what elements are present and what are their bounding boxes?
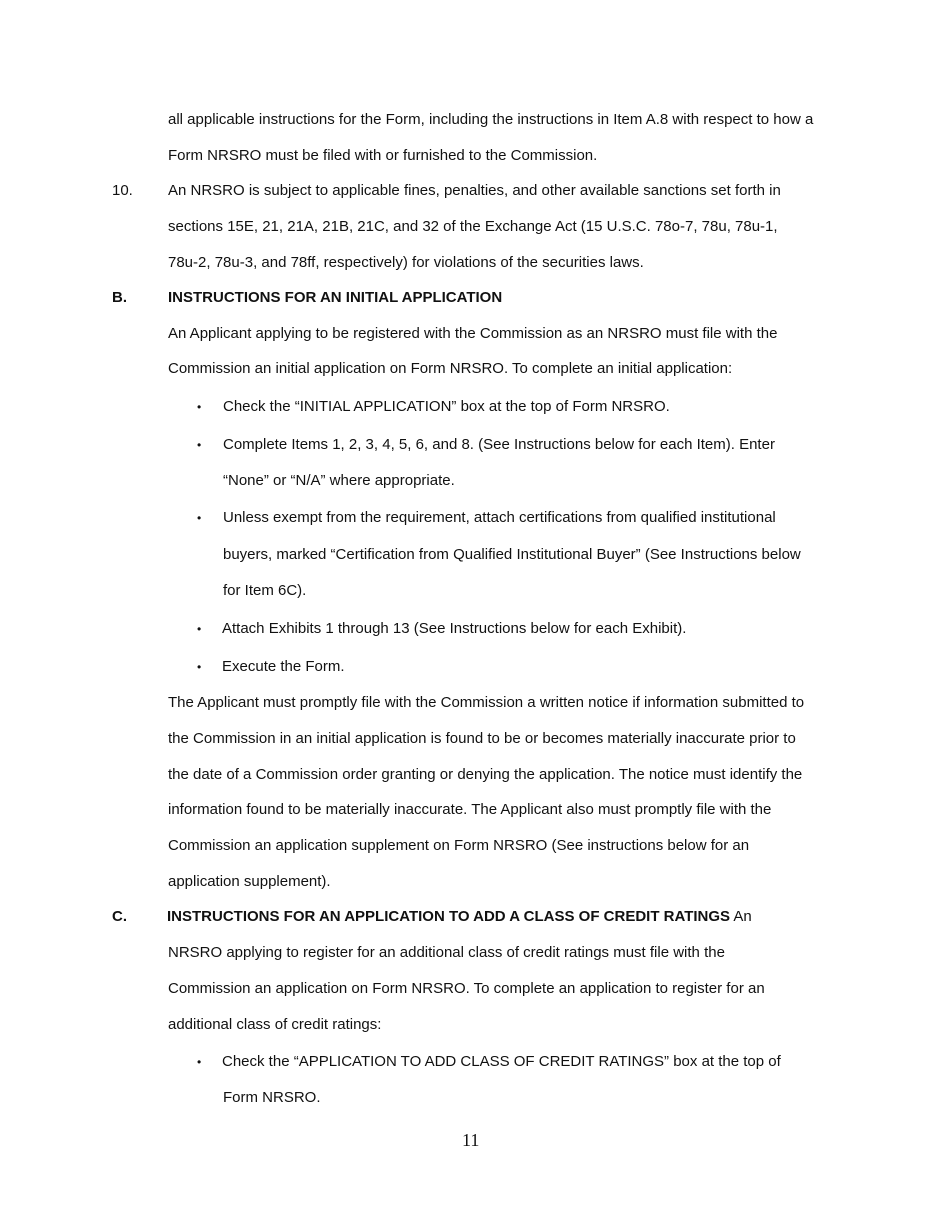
section-b-intro-line-1: An Applicant applying to be registered with the Commission as an NRSRO must file with the bbox=[168, 325, 778, 342]
bullet-text: for Item 6C). bbox=[223, 582, 307, 599]
section-heading: INSTRUCTIONS FOR AN APPLICATION TO ADD A CLASS OF CREDIT RATINGS bbox=[167, 908, 731, 925]
bullet-text: Attach Exhibits 1 through 13 (See Instructions below for each Exhibit). bbox=[222, 620, 687, 637]
section-c-line-3: additional class of credit ratings: bbox=[168, 1016, 382, 1033]
item10-line-1: An NRSRO is subject to applicable fines, penalties, and other available sanctions set forth in bbox=[168, 182, 781, 199]
bullet-icon: • bbox=[197, 400, 202, 414]
continuation-line-1: all applicable instructions for the Form, including the instructions in Item A.8 with respect to how a bbox=[168, 111, 814, 128]
continuation-line-2: Form NRSRO must be filed with or furnished to the Commission. bbox=[168, 147, 598, 164]
item10-line-3: 78u-2, 78u-3, and 78ff, respectively) for violations of the securities laws. bbox=[168, 254, 644, 271]
section-letter: C. bbox=[112, 908, 127, 925]
bullet-text: Complete Items 1, 2, 3, 4, 5, 6, and 8. (See Instructions below for each Item). Enter bbox=[223, 436, 775, 453]
bullet-icon: • bbox=[197, 660, 202, 674]
bullet-text: Form NRSRO. bbox=[223, 1089, 321, 1106]
section-b-closing-line-2: the Commission in an initial application is found to be or becomes materially inaccurate prior to bbox=[168, 730, 796, 747]
section-letter: B. bbox=[112, 289, 127, 306]
bullet-icon: • bbox=[197, 1055, 202, 1069]
bullet-text: Check the “INITIAL APPLICATION” box at the top of Form NRSRO. bbox=[223, 398, 670, 415]
section-b-closing-line-4: information found to be materially inaccurate. The Applicant also must promptly file with the bbox=[168, 801, 772, 818]
section-b-closing-line-6: application supplement). bbox=[168, 873, 331, 890]
section-heading-tail: An bbox=[730, 908, 752, 925]
item10-line-2: sections 15E, 21, 21A, 21B, 21C, and 32 of the Exchange Act (15 U.S.C. 78o-7, 78u, 78u-1, bbox=[168, 218, 778, 235]
page-number: 11 bbox=[462, 1130, 480, 1150]
section-b-intro-line-2: Commission an initial application on Form NRSRO. To complete an initial application: bbox=[168, 360, 733, 377]
bullet-text: Unless exempt from the requirement, attach certifications from qualified institutional bbox=[223, 509, 776, 526]
section-c-line-1: NRSRO applying to register for an additional class of credit ratings must file with the bbox=[168, 944, 725, 961]
bullet-icon: • bbox=[197, 438, 202, 452]
section-c-heading-line bbox=[167, 908, 752, 926]
bullet-text: buyers, marked “Certification from Qualified Institutional Buyer” (See Instructions below bbox=[223, 546, 801, 563]
section-heading: INSTRUCTIONS FOR AN INITIAL APPLICATION bbox=[168, 289, 503, 306]
bullet-text: Execute the Form. bbox=[222, 658, 345, 675]
bullet-icon: • bbox=[197, 622, 202, 636]
bullet-text: Check the “APPLICATION TO ADD CLASS OF CREDIT RATINGS” box at the top of bbox=[222, 1053, 781, 1070]
item-number: 10. bbox=[112, 182, 133, 199]
bullet-text: “None” or “N/A” where appropriate. bbox=[223, 472, 455, 489]
bullet-icon: • bbox=[197, 511, 202, 525]
section-c-line-2: Commission an application on Form NRSRO. To complete an application to register for an bbox=[168, 980, 765, 997]
section-b-closing-line-1: The Applicant must promptly file with the Commission a written notice if information submitted to bbox=[168, 694, 805, 711]
section-b-closing-line-3: the date of a Commission order granting or denying the application. The notice must identify the bbox=[168, 766, 803, 783]
section-b-closing-line-5: Commission an application supplement on Form NRSRO (See instructions below for an bbox=[168, 837, 750, 854]
